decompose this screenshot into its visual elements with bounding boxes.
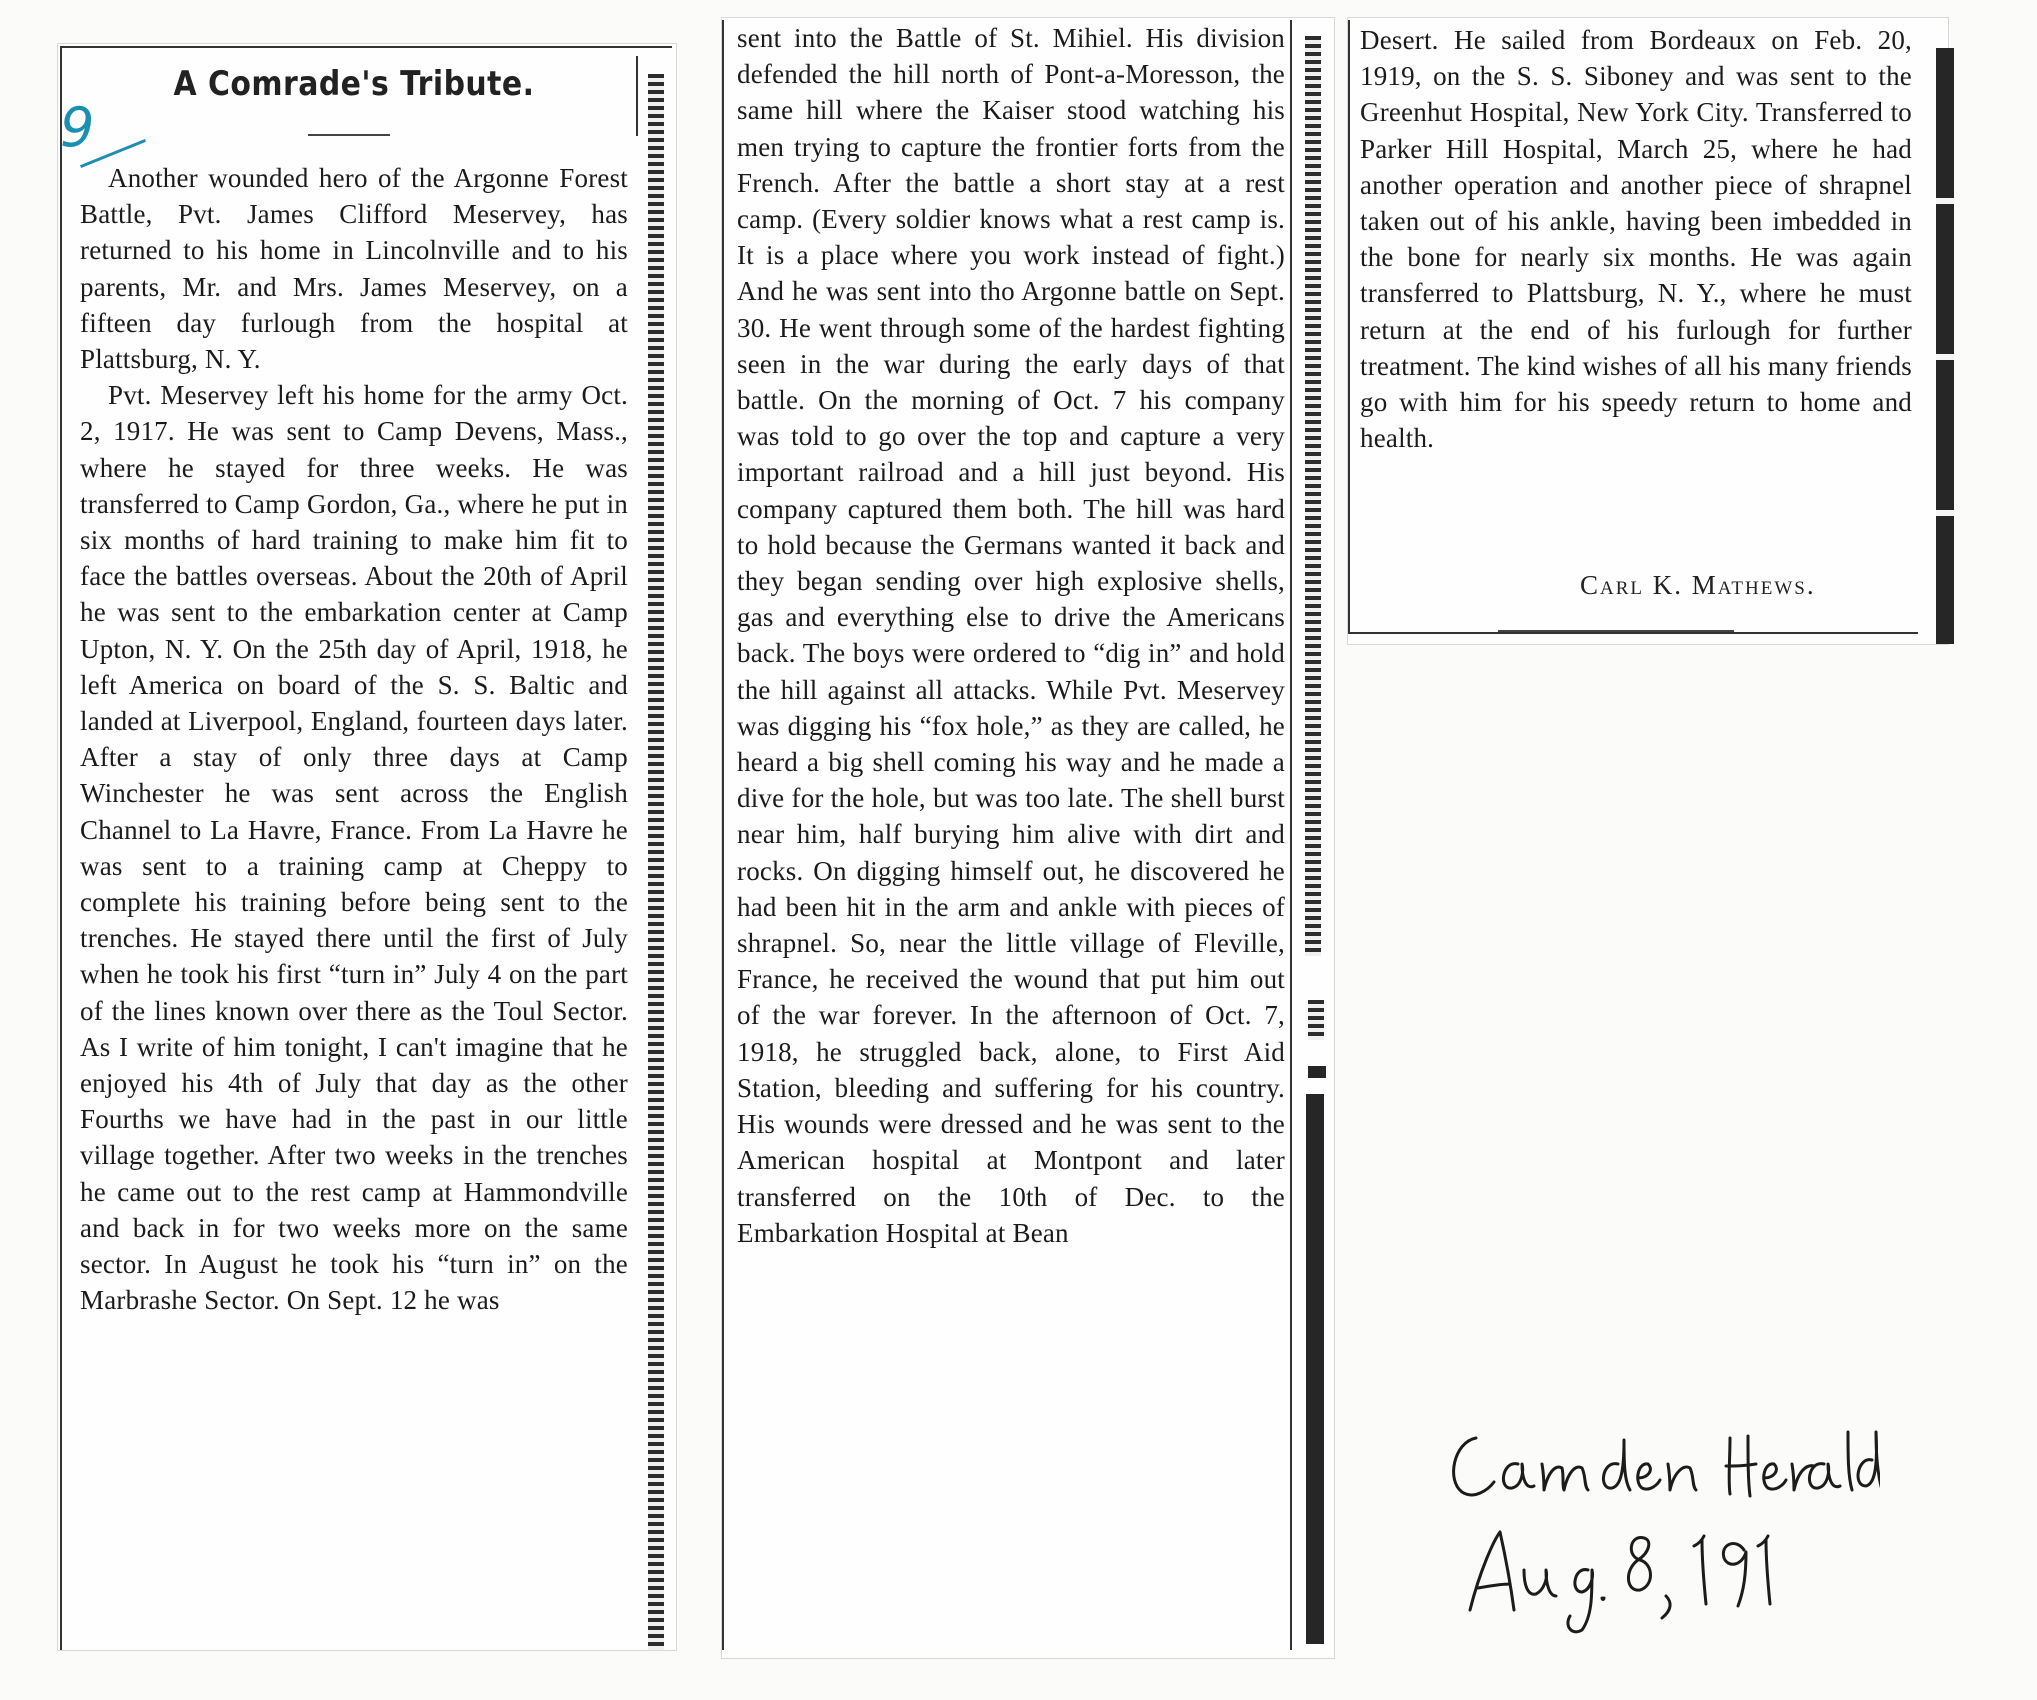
article-headline: A Comrade's Tribute. bbox=[173, 64, 535, 104]
article-column-1 bbox=[80, 160, 628, 1319]
column-2-edge-bar-upper bbox=[1305, 36, 1321, 956]
column-2-edge-mark bbox=[1308, 1066, 1326, 1078]
article-column-3 bbox=[1360, 22, 1912, 456]
column-3-edge-bar bbox=[1936, 48, 1954, 644]
left-rule bbox=[60, 46, 62, 1650]
paragraph-2: Pvt. Meservey left his home for the army Oct. 2, 1917. He was sent to Camp Devens, Mass., where he stayed for three weeks. He was transferred to Camp Gordon, Ga., where he put in six months of hard training to make him fit to face the battles overseas. About the 20th of April he was sent to the embarkation center at Camp Upton, N. Y. On the 25th day of April, 1918, he left America on board of the S. S. Baltic and landed at Liverpool, England, fourteen days later. After a stay of only three days at Camp Winchester he was sent across the English Channel to La Havre, France. From La Havre he was sent to a training camp at Cheppy to complete his training before being sent to the trenches. He stayed there until the first of July when he took his first “turn in” July 4 on the part of the lines known over there as the Toul Sector. As I write of him tonight, I can't imagine that he enjoyed his 4th of July that day as the other Fourths we have had in the past in our little village together. After two weeks in the trenches he came out to the rest camp at Hammondville and back in for two weeks more on the same sector. In August he took his “turn in” on the Marbrashe Sector. On Sept. 12 he was bbox=[80, 380, 628, 1316]
headline-rule bbox=[308, 134, 390, 136]
paragraph-1: Another wounded hero of the Argonne Forest Battle, Pvt. James Clifford Meservey, has returned to his home in Lincolnville and to his parents, Mr. and Mrs. James Meservey, on a fifteen day furlough from the hospital at Plattsburg, N. Y. bbox=[80, 163, 628, 375]
signature-rule bbox=[1498, 630, 1734, 632]
article-column-2 bbox=[737, 20, 1285, 1251]
column-2-right-rule bbox=[1290, 20, 1292, 1650]
column-2-left-rule bbox=[722, 20, 724, 1650]
top-rule bbox=[60, 46, 672, 48]
paragraph-continued-3: Desert. He sailed from Bordeaux on Feb. 20, 1919, on the S. S. Siboney and was sent to the Greenhut Hospital, New York City. Transferred to Parker Hill Hospital, March 25, where he had another operation and another piece of shrapnel taken out of his ankle, having been imbedded in the bone for nearly six months. He was again transferred to Plattsburg, N. Y., where he must return at the end of his furlough for further treatment. The kind wishes of all his many friends go with him for his speedy return to home and health. bbox=[1360, 25, 1912, 454]
column-1-edge-bar bbox=[648, 74, 664, 1650]
page-number-mark: 9 bbox=[60, 96, 95, 159]
paragraph-continued-2: sent into the Battle of St. Mihiel. His division defended the hill north of Pont-a-Moresson, the same hill where the Kaiser stood watching his men trying to capture the frontier forts from the French. After the battle a short stay at a rest camp. (Every soldier knows what a rest camp is. It is a place where you work instead of fight.) And he was sent into tho Argonne battle on Sept. 30. He went through some of the hardest fighting seen in the war during the early days of that battle. On the morning of Oct. 7 his company was told to go over the top and capture a very important railroad and a hill just beyond. His company captured them both. The hill was hard to hold because the Germans wanted it back and they began sending over high explosive shells, gas and everything else to drive the Americans back. The boys were ordered to “dig in” and hold the hill against all attacks. While Pvt. Meservey was digging his “fox hole,” as they are called, he heard a big shell coming his way and he made a dive for the hole, but was too late. The shell burst near him, half burying him alive with dirt and rocks. On digging himself out, he discovered he had been hit in the arm and ankle with pieces of shrapnel. So, near the little village of Fleville, France, he received the wound that put him out of the war forever. In the afternoon of Oct. 7, 1918, he struggled back, alone, to First Aid Station, bleeding and suffering for his country. His wounds were dressed and he was sent to the American hospital at Montpont and later transferred on the 10th of Dec. to the Embarkation Hospital at Bean bbox=[737, 23, 1285, 1248]
column-2-edge-bar-lower bbox=[1306, 1094, 1324, 1644]
handwritten-annotation bbox=[1440, 1420, 1880, 1640]
author-signature: Carl K. Mathews. bbox=[1580, 570, 1816, 600]
column-2-edge-bar-mid bbox=[1308, 1000, 1324, 1040]
column-1-right-rule bbox=[636, 56, 638, 136]
column-3-bottom-rule bbox=[1348, 632, 1918, 634]
column-3-left-rule bbox=[1348, 20, 1350, 632]
